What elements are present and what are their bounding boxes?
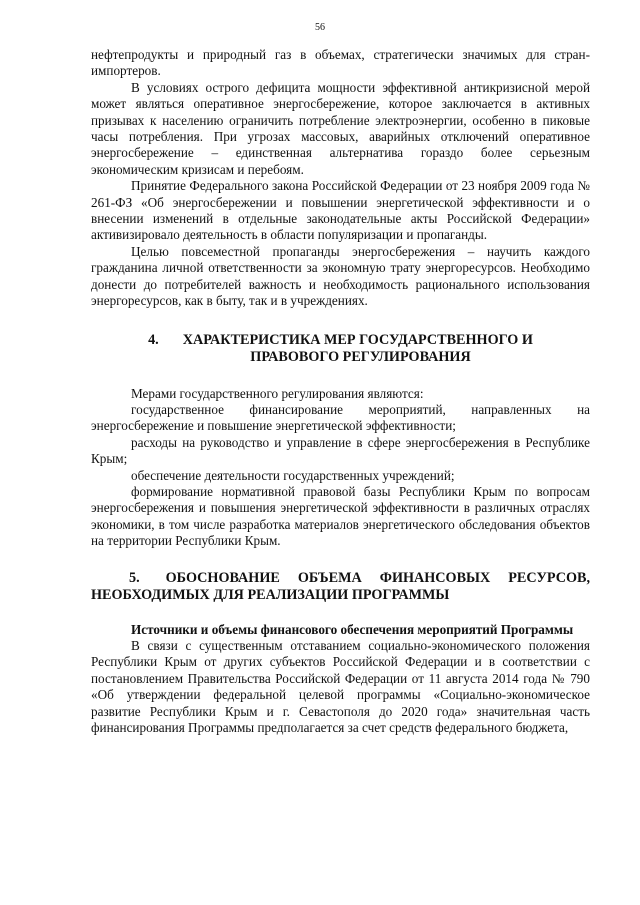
document-body xyxy=(91,47,590,736)
paragraph-propaganda-goal: Целью повсеместной пропаганды энергосбережения – научить каждого гражданина личной ответственности за экономную трату энергоресурсов. Необходимо донести до потребителей важность и необходимость рационального использования энергоресурсов, как в быту, так и в учреждениях. xyxy=(91,243,590,309)
section-5-heading xyxy=(91,570,590,604)
section-5-paragraph: В связи с существенным отставанием социально-экономического положения Республики Крым от других субъектов Российской Федерации и в соответствии с постановлением Правительства Российской Федерации от 11 августа 2014 года № 790 «Об утверждении федеральной целевой программы «Социально-экономическое развитие Республики Крым и г. Севастополя до 2020 года» значительная часть финансирования Программы предполагается за счет средств федерального бюджета, xyxy=(91,637,590,735)
section-4-intro: Мерами государственного регулирования являются: xyxy=(131,385,424,401)
section-5-subheading: Источники и объемы финансового обеспечения мероприятий Программы xyxy=(131,621,574,637)
section-4-number: 4. xyxy=(148,331,159,348)
section-4-title-line1: ХАРАКТЕРИСТИКА МЕР ГОСУДАРСТВЕННОГО И xyxy=(182,331,533,348)
paragraph-federal-law: Принятие Федерального закона Российской Федерации от 23 ноября 2009 года № 261-ФЗ «Об энергосбережении и повышении энергетической эффективности и о внесении изменений в отдельные законодательные акты Российской Федерации» активизировало деятельность в области популяризации и пропаганды. xyxy=(91,178,590,243)
section-4-item: формирование нормативной правовой базы Республики Крым по вопросам энергосбережения и повышения энергетической эффективности в различных отраслях экономики, в том числе разработка материалов энергетического обследования объектов на территории Республики Крым. xyxy=(91,483,590,549)
section-4-heading xyxy=(91,332,590,366)
paragraph-continuation: нефтепродукты и природный газ в объемах, стратегически значимых для стран-импортеров. xyxy=(91,47,590,79)
paragraph-operative-saving: В условиях острого дефицита мощности эффективной антикризисной мерой может являться оперативное энергосбережение, которое заключается в активных призывах к населению ограничить потребление электроэнергии, особенно в пиковые часы потребления. При угрозах массовых, аварийных отключений оперативное энергосбережение – единственная альтернатива гораздо более серьезным экономическим кризисам и перебоям. xyxy=(91,79,590,177)
section-5-title: ОБОСНОВАНИЕ ОБЪЕМА ФИНАНСОВЫХ РЕСУРСОВ, НЕОБХОДИМЫХ ДЛЯ РЕАЛИЗАЦИИ ПРОГРАММЫ xyxy=(91,569,590,603)
section-4-item: обеспечение деятельности государственных учреждений; xyxy=(131,467,455,483)
section-5-number: 5. xyxy=(129,569,140,586)
section-4-item: государственное финансирование мероприятий, направленных на энергосбережение и повышение энергетической эффективности; xyxy=(91,401,590,434)
section-4-item: расходы на руководство и управление в сфере энергосбережения в Республике Крым; xyxy=(91,434,590,467)
page-number: 56 xyxy=(315,22,325,33)
section-4-title-line2: ПРАВОВОГО РЕГУЛИРОВАНИЯ xyxy=(250,348,471,365)
